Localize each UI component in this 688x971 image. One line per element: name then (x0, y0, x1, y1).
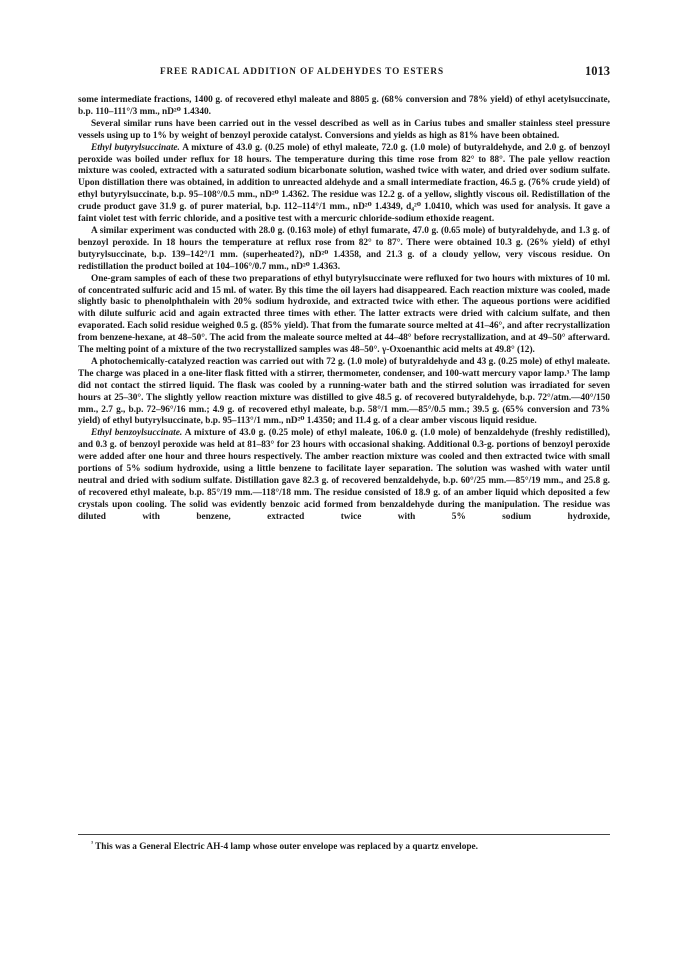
paragraph-lead: Ethyl benzoylsuccinate. (91, 428, 183, 439)
footnote-text: This was a General Electric AH-4 lamp whose outer envelope was replaced by a quartz envelope. (92, 842, 478, 853)
paragraph-text: One-gram samples of each of these two preparations of ethyl butyrylsuccinate were refluxed for two hours with mixtures of 10 ml. of concentrated sulfuric acid and 15 ml. of water. By this time the oil layers had disappeared. Each reaction mixture was cooled, made slightly basic to phenolphthalein with 20% sodium hydroxide, and extracted twice with ether. The aqueous portions were acidified with dilute sulfuric acid and again extracted three times with ether. The latter extracts were dried with calcium sulfate, and then evaporated. Each solid residue weighed 0.5 g. (85% yield). That from the fumarate source melted at 41–46°, and after recrystallization from benzene-hexane, at 48–50°. The acid from the maleate source melted at 44–48° before recrystallization, and at 49–50° afterward. The melting point of a mixture of the two recrystallized samples was 48–50°. γ-Oxoenanthic acid melts at 49.8° (12). (78, 273, 610, 356)
paragraph (78, 95, 610, 119)
running-header (78, 66, 610, 82)
paragraph-lead: Ethyl butyrylsuccinate. (91, 142, 180, 153)
page-number: 1013 (585, 64, 610, 78)
paragraph-text: A similar experiment was conducted with 28.0 g. (0.163 mole) of ethyl fumarate, 47.0 g. (0.65 mole) of butyraldehyde, and 1.3 g. of benzoyl peroxide. In 18 hours the temperature at reflux rose from 82° to 87°. There were obtained 10.3 g. (26% yield) of ethyl butyrylsuccinate, b.p. 139–142°/1 mm. (superheated?), nD²⁰ 1.4358, and 21.3 g. of a cloudy yellow, very viscous residue. On redistillation the product boiled at 104–106°/0.7 mm., nD²⁰ 1.4363. (78, 225, 610, 272)
body-text (78, 95, 610, 524)
footnote-rule (78, 834, 610, 835)
paragraph-text: A photochemically-catalyzed reaction was carried out with 72 g. (1.0 mole) of butyraldehyde and 43 g. (0.25 mole) of ethyl maleate. The charge was placed in a one-liter flask fitted with a stirrer, thermometer, condenser, and 100-watt mercury vapor lamp.³ The lamp did not contact the stirred liquid. The flask was cooled by a running-water bath and the stirred solution was irradiated for seven hours at 25–30°. The slightly yellow reaction mixture was distilled to give 48.5 g. of recovered butyraldehyde, b.p. 72°/atm.—40°/150 mm., 2.7 g., b.p. 72–96°/16 mm.; 4.9 g. of recovered ethyl maleate, b.p. 58°/1 mm.—85°/0.5 mm.; 39.5 g. (65% conversion and 73% yield) of ethyl butyrylsuccinate, b.p. 95–113°/1 mm., nD²⁰ 1.4350; and 11.4 g. of a clear amber viscous liquid residue. (78, 356, 610, 427)
paragraph (78, 143, 610, 226)
paragraph (78, 428, 610, 523)
paragraph (78, 274, 610, 357)
paragraph-text: A mixture of 43.0 g. (0.25 mole) of ethyl maleate, 106.0 g. (1.0 mole) of benzaldehyde (freshly redistilled), and 0.3 g. of benzoyl peroxide was held at 81–83° for 23 hours with occasional shaking. Additional 0.3-g. portions of benzoyl peroxide were added after one hour and three hours respectively. The amber reaction mixture was cooled and then extracted twice with small portions of 5% sodium hydroxide, using a little benzene to facilitate layer separation. The solution was washed with water until neutral and dried with sodium sulfate. Distillation gave 82.3 g. of recovered benzaldehyde, b.p. 60°/25 mm.—85°/19 mm., and 25.8 g. of recovered ethyl maleate, b.p. 85°/19 mm.—118°/18 mm. The residue consisted of 18.9 g. of an amber liquid which deposited a few crystals upon cooling. The solid was evidently benzoic acid formed from benzaldehyde during the manipulation. The residue was diluted with benzene, extracted twice with 5% sodium hydroxide, (78, 428, 611, 522)
paragraph (78, 357, 610, 428)
paragraph (78, 226, 610, 274)
paragraph-text: Several similar runs have been carried out in the vessel described as well as in Carius tubes and smaller stainless steel pressure vessels using up to 1% by weight of benzoyl peroxide catalyst. Conversions and yields as high as 81% have been obtained. (78, 118, 610, 141)
paragraph-text: some intermediate fractions, 1400 g. of recovered ethyl maleate and 8805 g. (68% conversion and 78% yield) of ethyl acetylsuccinate, b.p. 110–111°/3 mm., nD²⁰ 1.4340. (78, 95, 610, 117)
running-title: FREE RADICAL ADDITION OF ALDEHYDES TO ESTERS (160, 66, 444, 76)
paragraph-text: A mixture of 43.0 g. (0.25 mole) of ethyl maleate, 72.0 g. (1.0 mole) of butyraldehyde, and 2.0 g. of benzoyl peroxide was boiled under reflux for 18 hours. The temperature during this time rose from 82° to 88°. The pale yellow reaction mixture was cooled, extracted with a saturated sodium bicarbonate solution, washed twice with water, and dried over sodium sulfate. Upon distillation there was obtained, in addition to unreacted aldehyde and a small intermediate fraction, 46.5 g. (76% crude yield) of ethyl butyrylsuccinate, b.p. 95–108°/0.5 mm., nD²⁰ 1.4362. The residue was 12.2 g. of a yellow, slightly viscous oil. Redistillation of the crude product gave 31.9 g. of purer material, b.p. 112–114°/1 mm., nD²⁰ 1.4349, d₄²⁰ 1.0410, which was used for analysis. It gave a faint violet test with ferric chloride, and a positive test with a mercuric chloride-sodium ethoxide reagent. (78, 142, 610, 225)
footnote-mark: ³ (91, 840, 93, 847)
paragraph (78, 119, 610, 143)
footnote (78, 838, 610, 854)
